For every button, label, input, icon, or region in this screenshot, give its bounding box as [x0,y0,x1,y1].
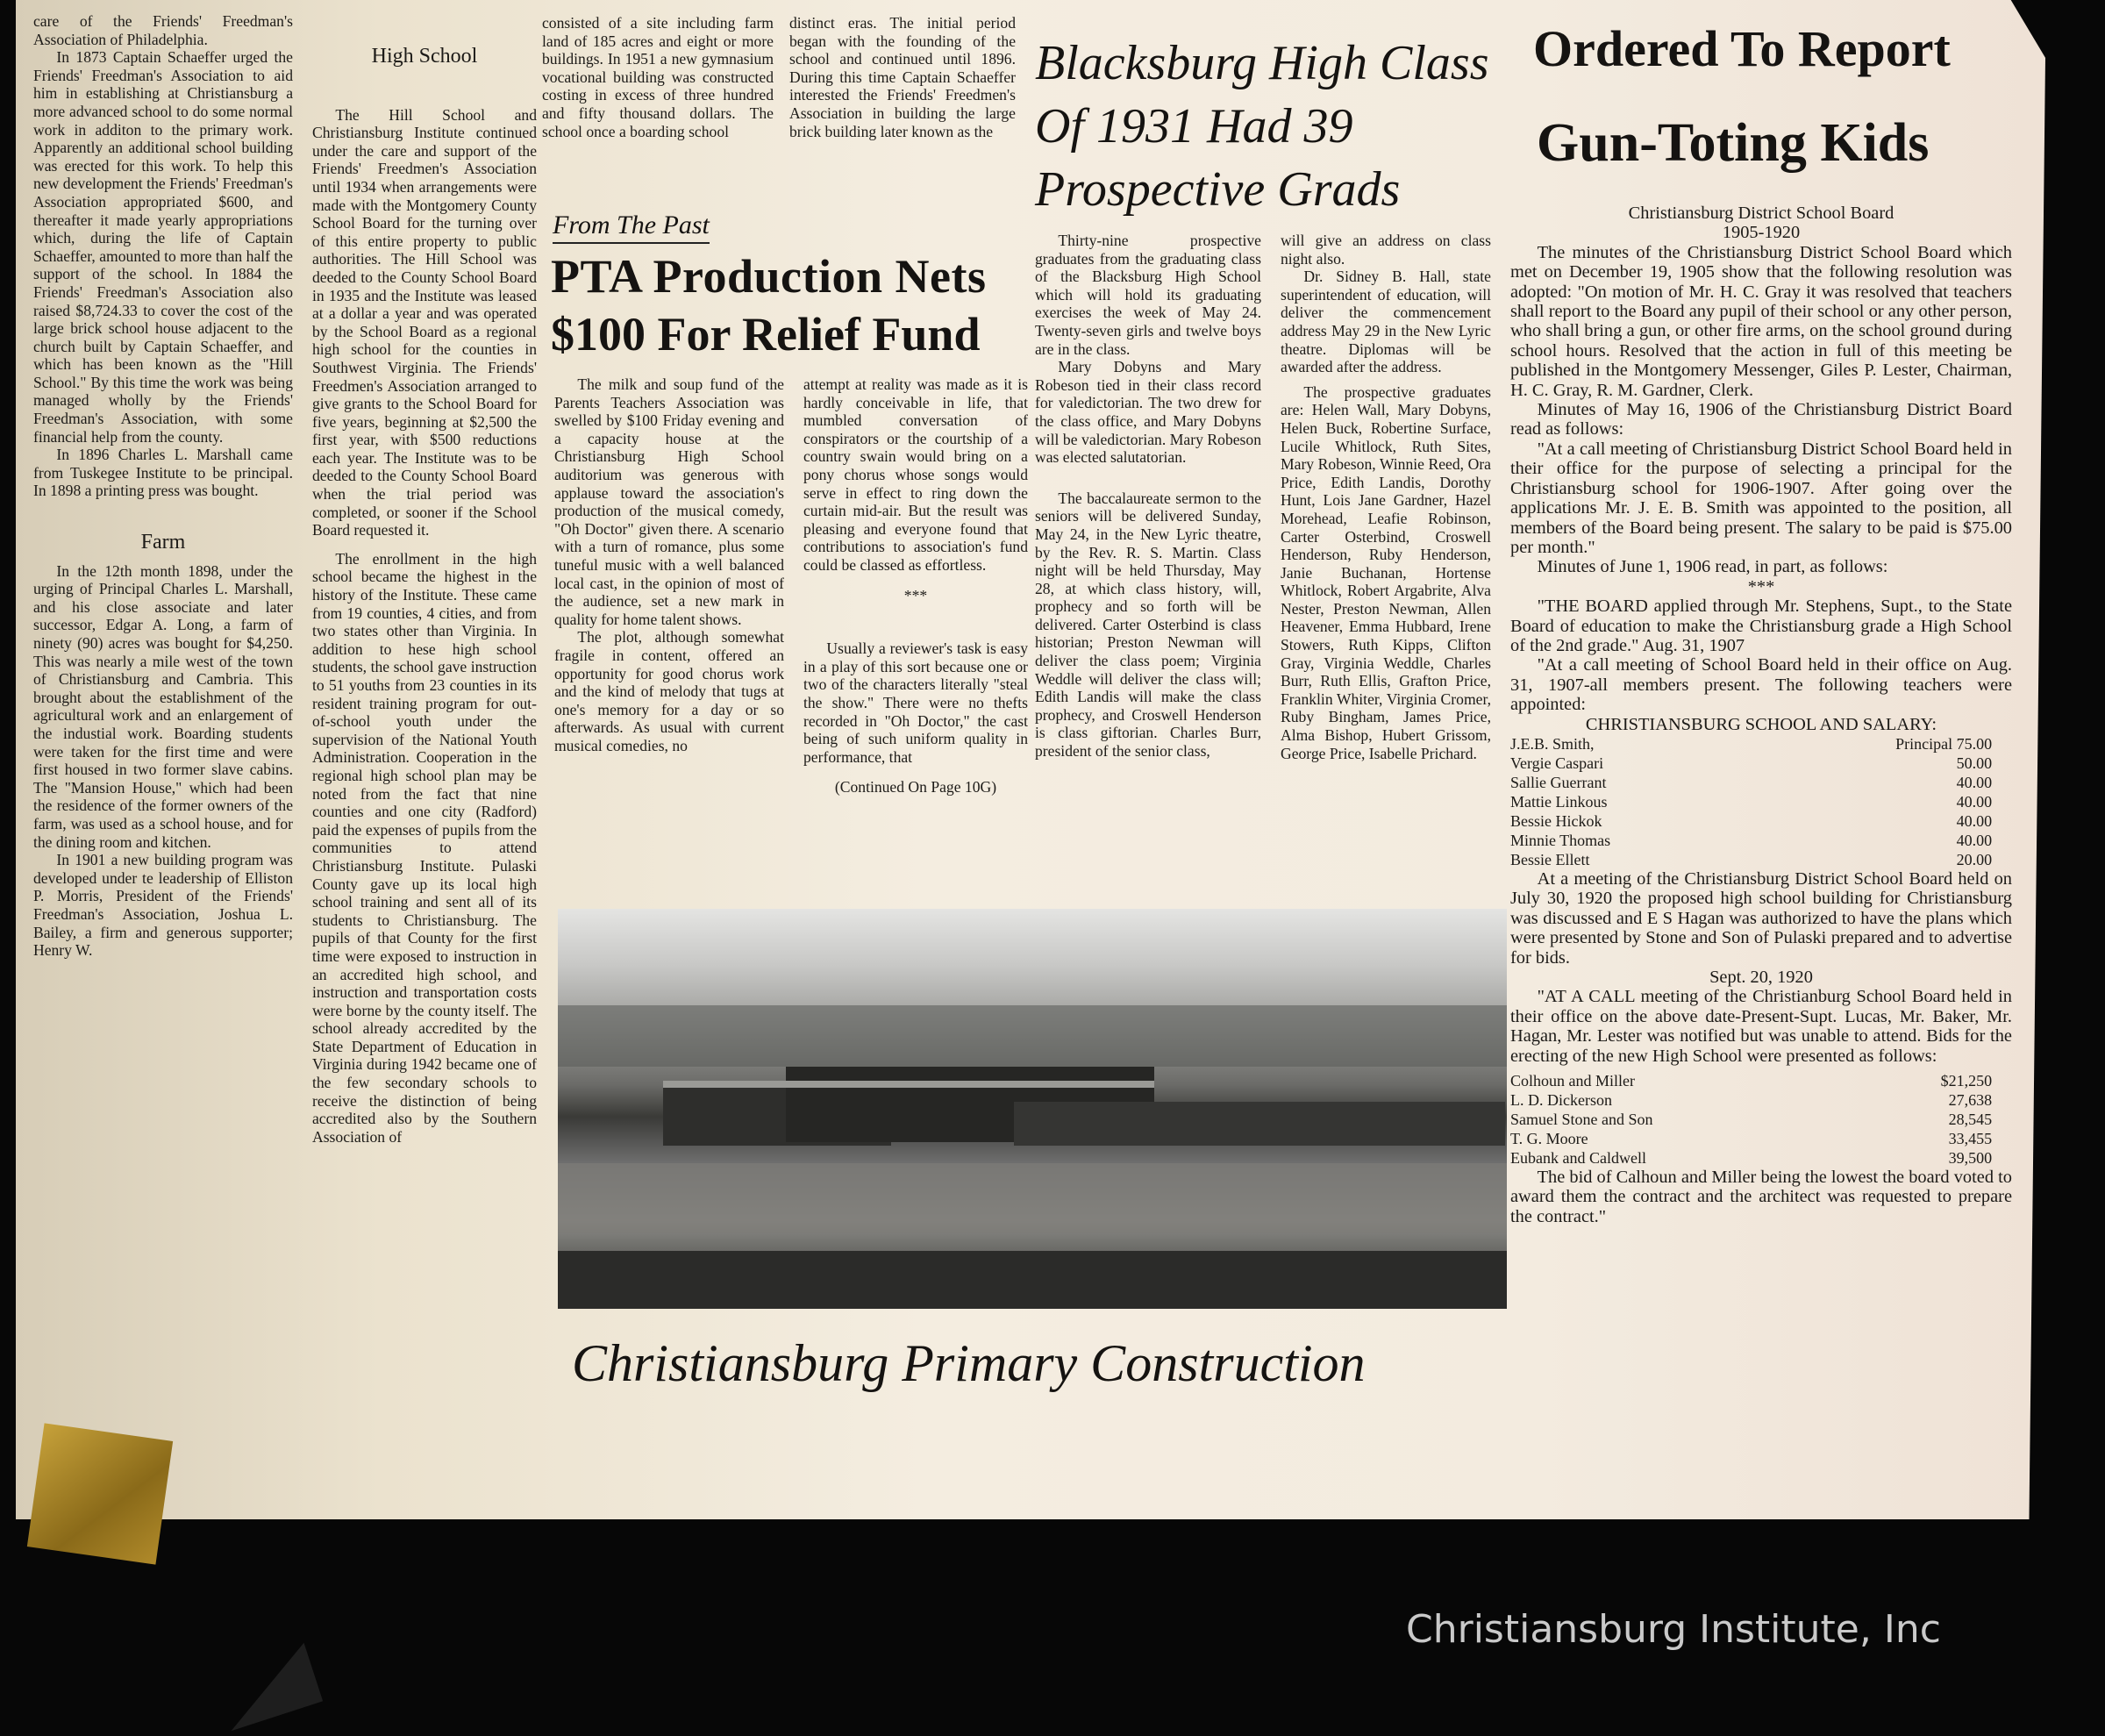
bidder-name: T. G. Moore [1510,1130,1588,1148]
pta-headline-1: PTA Production Nets [551,250,987,303]
col4-top-text: distinct eras. The initial period began with the founding of the school and continued until 1896. During this time Captain Schaeffer interested the Friends' Freedmen's Association in building the large brick building later known as the [789,14,1016,140]
salary-value: 40.00 [1956,792,1993,811]
pta-para-a2: The plot, although somewhat fragile in content, offered an opportunity for good chorus work and the kind of melody that tugs at one's memory for a day or so afterwards. As usual with current musical comedies, no [554,628,784,754]
pta-kicker: From The Past [553,211,710,244]
gun-para-1: The minutes of the Christiansburg District School Board which met on December 19, 1905 show that the following resolution was adopted: "On motion of Mr. H. C. Gray it was resolved that teachers shall report to the Board any pupil of their school or any other person, who shall bring a gun, or other fire arms, on the school ground during school hours. Resolved that the action in full of this meeting be published in the Montgomery Messenger, Giles P. Lester, Chairman, H. C. Gray, R. M. Gardner, Clerk. [1510,242,2012,400]
bhs-column-a [1035,232,1261,898]
bidder-name: L. D. Dickerson [1510,1091,1612,1110]
salary-value: Principal 75.00 [1895,734,1993,753]
gun-headline-1: Ordered To Report [1533,20,1951,77]
salary-name: Bessie Hickok [1510,811,1602,830]
salary-value: 40.00 [1956,811,1993,830]
pta-continued-note: (Continued On Page 10G) [834,778,997,797]
salary-name: Bessie Ellett [1510,850,1590,868]
col1-para-2: In 1896 Charles L. Marshall came from Tuskegee Institute to be principal. In 1898 a printing press was bought. [33,446,293,500]
table-row [1510,773,1992,792]
col2-para-2: The enrollment in the high school became the highest in the history of the Institute. These came from 19 counties, 4 cities, and from two states other than Virginia. In addition to hese high school students, the school gave instruction to 51 youths from 23 counties in its resident training program for out-of-school youth under the supervision of the National Youth Administration. Cooperation in the regional high school plan may be noted from the fact that nine counties and one city (Radford) paid the expenses of pupils from the communities to attend Christiansburg Institute. Pulaski County gave up its local high school training and sent all of its students to Christiansburg. The pupils of that County for the first time were exposed to instruction in an accredited high school, and instruction and transportation costs were borne by the county itself. The school already accredited by the State Department of Education in Virginia during 1942 became one of the few secondary schools to receive the distinction of being accredited also by the Southern Association of [312,549,537,1146]
history-column-2 [312,44,537,1412]
salary-value: 20.00 [1956,850,1993,868]
gun-para-9: The bid of Calhoun and Miller being the lowest the board voted to award them the contract and the architect was requested to prepare the contract." [1510,1168,2012,1226]
bhs-headline-1: Blacksburg High Class [1035,36,1489,90]
bid-value: 27,638 [1948,1091,1993,1110]
bid-value: $21,250 [1940,1072,1993,1090]
salary-name: Minnie Thomas [1510,831,1611,849]
table-row [1510,850,1992,869]
gun-subhead-1: Christiansburg District School Board [1628,204,1894,223]
bidder-name: Colhoun and Miller [1510,1072,1635,1090]
bhs-column-b [1281,232,1491,898]
construction-site-illustration [558,909,1507,1309]
bhs-para-a2: Mary Dobyns and Mary Robeson tied in their class record for valedictorian. The two drew for the class office, and Mary Dobyns will be valedictorian. Mary Robeson was elected salutatorian. [1035,358,1261,467]
salary-value: 40.00 [1956,773,1993,791]
pta-para-b2: Usually a reviewer's task is easy in a play of this sort because one or two of the characters literally "steal the show." There were no thefts recorded in "Oh Doctor," the cast being of such uniform quality in performance, that [803,639,1028,766]
salary-value: 40.00 [1956,831,1993,849]
gun-article-column [1510,204,2012,1414]
bids-table [1510,1071,1992,1168]
bhs-para-b3: The prospective graduates are: Helen Wall, Mary Dobyns, Helen Buck, Robertine Surface, Lucile Whitlock, Ruth Sites, Mary Robeson, Winnie Reed, Ora Price, Edith Landis, Dorothy Hunt, Lois Jane Gardner, Hazel Morehead, Leafie Robinson, Carter Osterbind, Croswell Henderson, Ruby Henderson, Janie Buchanan, Hortense Whitlock, Robert Argabrite, Alva Nester, Preston Newman, Allen Heavener, Emma Hubbard, Irene Stowers, Ruth Kipps, Clifton Gray, Virginia Weddle, Charles Burr, Ruth Ellis, Grafton Price, Franklin Whiter, Virginia Cromer, Ruby Bingham, James Price, Alma Bishop, Hubert Grissom, George Price, Isabelle Prichard. [1281,382,1491,762]
salary-name: Sallie Guerrant [1510,773,1607,791]
bid-value: 33,455 [1948,1130,1993,1148]
photo-caption: Christiansburg Primary Construction [572,1334,1366,1392]
col1-para-4: In 1901 a new building program was developed under te leadership of Elliston P. Morris, President of the Friends' Freedman's Association, Joshua L. Bailey, a firm and generous supporter; Henry W. [33,851,293,960]
gun-para-7: At a meeting of the Christiansburg District School Board held on July 30, 1920 the proposed high school building for Christiansburg was discussed and E S Hagan was authorized to have the plans which were presented by Stone and Son of Pulaski prepared and to advertise for bids. [1510,868,2012,968]
meeting-date: Sept. 20, 1920 [1709,968,1813,987]
table-row [1510,754,1992,773]
table-row [1510,792,1992,811]
gun-para-4: Minutes of June 1, 1906 read, in part, as follows: [1537,557,1888,577]
table-row [1510,811,1992,831]
construction-photo [558,909,1507,1309]
salary-heading: CHRISTIANSBURG SCHOOL AND SALARY: [1585,714,1937,734]
bhs-para-b2: Dr. Sidney B. Hall, state superintendent of education, will deliver the commencement address May 29 in the New Lyric theatre. Diplomas will be awarded after the address. [1281,268,1491,376]
col2-para-1: The Hill School and Christiansburg Institute continued under the care and support of the Friends' Freedmen's Association until 1934 when arrangements were made with the Montgomery County School Board for the turning over of this entire property to public authorities. The Hill School was deeded to the County School Board in 1935 and the Institute was leased at a dollar a year and was operated by the School Board as a regional high school for the counties in Southwest Virginia. The Friends' Freedmen's Association arranged to give grants to the School Board for five years, beginning at $2,500 the first year, with $500 reductions each year. The Institute was to be deeded to the County School Board when the trial period was completed, or sooner if the School Board requested it. [312,105,537,539]
bhs-para-a3: The baccalaureate sermon to the seniors will be delivered Sunday, May 24, in the New Lyric theatre, by the Rev. R. S. Martin. Class night will be held Thursday, May 28, at which class history, will, prophecy and so forth will be delivered. Carter Osterbind is class historian; Preston Newman will deliver the class poem; Virginia Weddle will deliver the class will; Edith Landis will make the class prophecy, and Croswell Henderson is class giftorian. Charles Burr, president of the senior class, [1035,489,1261,761]
pta-separator: *** [903,586,928,604]
bhs-para-a1: Thirty-nine prospective graduates from the graduating class of the Blacksburg High School which will hold its graduating exercises the week of May 24. Twenty-seven girls and twelve boys are in the class. [1035,232,1261,358]
table-row [1510,831,1992,850]
salary-value: 50.00 [1956,754,1993,772]
salary-name: Mattie Linkous [1510,792,1608,811]
table-row [1510,1129,1992,1148]
history-column-4 [789,14,1016,198]
col1-para-0: care of the Friends' Freedman's Association of Philadelphia. [33,12,293,48]
pta-column-a [554,375,784,884]
bidder-name: Samuel Stone and Son [1510,1111,1653,1129]
table-row [1510,734,1992,754]
table-row [1510,1071,1992,1090]
bhs-para-b1: will give an address on class night also. [1281,232,1491,268]
high-school-subhead: High School [371,45,478,68]
table-row [1510,1110,1992,1129]
bid-value: 28,545 [1948,1111,1993,1129]
history-column-3 [542,14,774,198]
bid-value: 39,500 [1948,1149,1993,1168]
gun-para-5: "THE BOARD applied through Mr. Stephens, Supt., to the State Board of education to make the Christiansburg grade a High School of the 2nd grade." Aug. 31, 1907 [1510,597,2012,655]
gun-para-8: "AT A CALL meeting of the Christianburg School Board held in their office on the above date-Present-Supt. Lucas, Mr. Baker, Mr. Hagan, Mr. Lester was notified but was unable to attend. Bids for the erecting of the new High School were presented as follows: [1510,987,2012,1066]
bhs-headline-3: Prospective Grads [1035,162,1401,217]
col3-top-text: consisted of a site including farm land of 185 acres and eight or more buildings. In 1951 a new gymnasium vocational building was constructed costing in excess of three hundred and fifty thousand dollars. The school once a boarding school [542,14,774,140]
bidder-name: Eubank and Caldwell [1510,1149,1646,1168]
pta-headline-2: $100 For Relief Fund [551,308,981,361]
table-row [1510,1090,1992,1110]
col1-para-1: In 1873 Captain Schaeffer urged the Friends' Freedman's Association to aid him in establishing at Christiansburg a more advanced school to do some normal work in additon to the primary work. Apparently an additional school building was erected for this work. To help this new development the Friends' Freedman's Association appropriated $600, and thereafter it made yearly appropriations which, during the life of Captain Schaeffer, amounted to more than half the support of the school. In 1884 the Friends' Freedman's Association also raised $8,724.33 to cover the cost of the large brick school house adjacent to the church built by Captain Schaeffer, and which has been known as the "Hill School." By this time the work was being managed wholly by the Friends' Freedman's Association, with some financial help from the county. [33,48,293,446]
history-column-1 [33,12,293,1416]
pta-para-a1: The milk and soup fund of the Parents Teachers Association was swelled by $100 Friday evening and a capacity house at the Christiansburg High School auditorium was generous with applause toward the association's production of the musical comedy, "Oh Doctor" given there. A scenario with a turn of romance, plus some tuneful music with a well balanced local cast, in the opinion of most of the audience, set a new mark in quality for home talent shows. [554,375,784,628]
table-row [1510,1148,1992,1168]
bhs-headline-2: Of 1931 Had 39 [1035,99,1353,154]
salary-table [1510,734,1992,869]
pta-column-b [803,375,1028,884]
gun-subhead-2: 1905-1920 [1722,223,1801,243]
gun-para-3: "At a call meeting of Christiansburg District School Board held in their office for the purpose of selecting a principal for the Christiansburg school for 1906-1907. After going over the applications Mr. J. E. B. Smith was appointed to the position, all members of the Board being present. The salary to be paid is $75.00 per month." [1510,439,2012,557]
salary-name: J.E.B. Smith, [1510,734,1595,753]
gold-tab [27,1423,173,1564]
salary-name: Vergie Caspari [1510,754,1604,772]
col1-para-3: In the 12th month 1898, under the urging of Principal Charles L. Marshall, and his close associate and later successor, Edgar A. Long, a farm of ninety (90) acres was bought for $4,250. This was nearly a mile west of the town of Christiansburg and Cambria. This brought about the establishment of the agricultural work and an enlargement of the industial work. Boarding students were taken for the first time and were first housed in two former slave cabins. The "Mansion House," which had been the residence of the former owners of the farm, was used as a school house, and for the dining room and kitchen. [33,561,293,851]
pta-para-b1: attempt at reality was made as it is hardly conceivable in life, that mumbled conversation of conspirators or the courtship of a country swain would bring on a pony chorus whose songs would serve in effect to ring down the curtain mid-air. But the result was pleasing and everyone found that contributions to association's fund could be classed as effortless. [803,375,1028,574]
gun-separator: *** [1747,576,1775,597]
farm-subhead: Farm [140,531,186,554]
gun-headline-2: Gun-Toting Kids [1537,113,1930,173]
gun-para-2: Minutes of May 16, 1906 of the Christiansburg District Board read as follows: [1510,400,2012,439]
watermark: Christiansburg Institute, Inc [1406,1607,1941,1652]
paper-corner-shadow [212,1643,323,1732]
gun-para-6: "At a call meeting of School Board held in their office on Aug. 31, 1907-all members present. The following teachers were appointed: [1510,655,2012,715]
